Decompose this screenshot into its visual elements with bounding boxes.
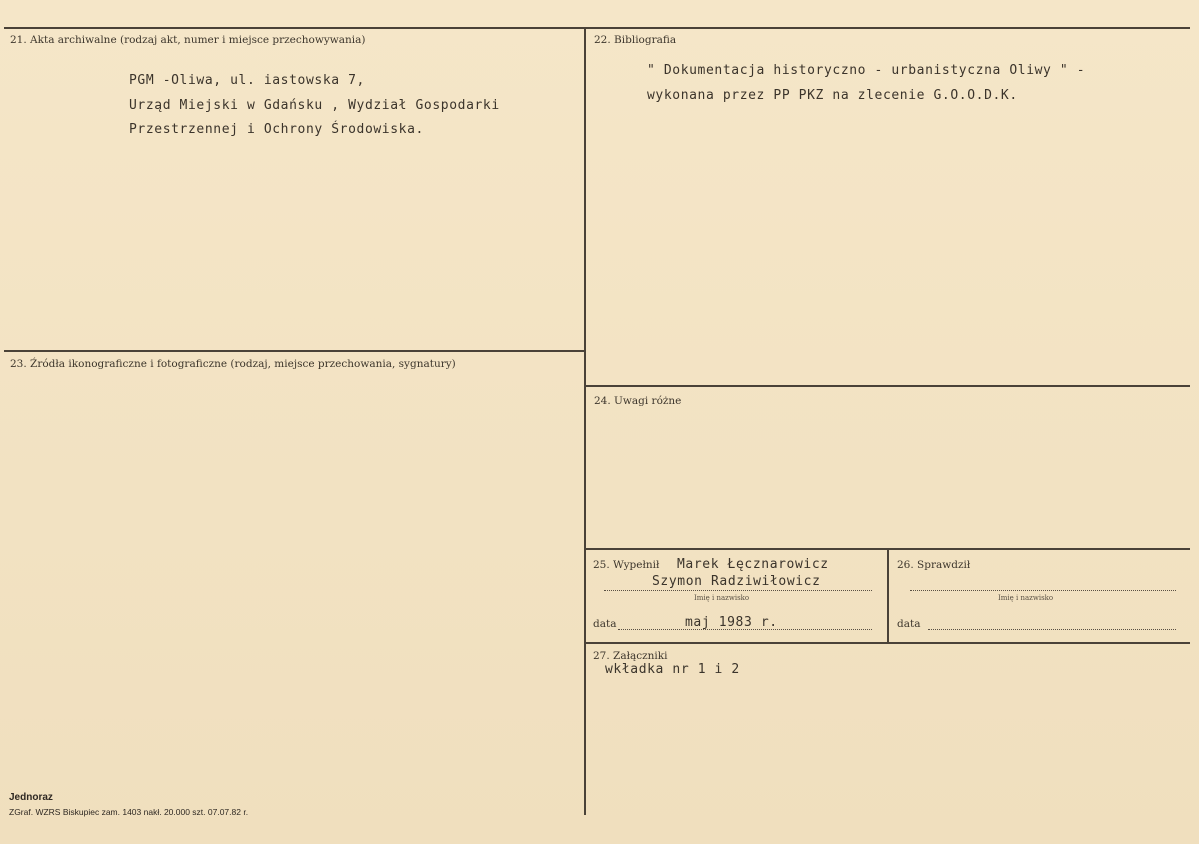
sprawdzil-name-dots xyxy=(910,590,1176,591)
divider-22-24 xyxy=(586,385,1190,387)
akta-line-1: PGM -Oliwa, ul. iastowska 7, xyxy=(129,73,365,88)
akta-label: 21. Akta archiwalne (rodzaj akt, numer i miejsce przechowywania) xyxy=(10,34,366,46)
sprawdzil-name-caption: Imię i nazwisko xyxy=(998,594,1054,602)
zalaczniki-value: wkładka nr 1 i 2 xyxy=(605,662,740,677)
wypelnil-name-caption: Imię i nazwisko xyxy=(694,594,750,602)
sprawdzil-date-label: data xyxy=(897,618,921,630)
uwagi-label: 24. Uwagi różne xyxy=(594,395,682,407)
zrodla-label: 23. Źródła ikonograficzne i fotograficzne (rodzaj, miejsce przechowania, sygnatury) xyxy=(10,358,456,370)
wypelnil-label: 25. Wypełnił xyxy=(593,559,660,571)
bibliografia-line-1: " Dokumentacja historyczno - urbanistyczna Oliwy " - xyxy=(647,63,1086,78)
zalaczniki-label: 27. Załączniki xyxy=(593,650,668,662)
akta-line-3: Przestrzennej i Ochrony Środowiska. xyxy=(129,122,424,137)
footer-title: Jednoraz xyxy=(9,792,53,803)
wypelnil-name-2: Szymon Radziwiłowicz xyxy=(652,574,821,589)
wypelnil-date-label: data xyxy=(593,618,617,630)
bibliografia-line-2: wykonana przez PP PKZ na zlecenie G.O.O.D.K. xyxy=(647,88,1018,103)
wypelnil-name-1: Marek Łęcznarowicz xyxy=(677,557,829,572)
divider-21-23 xyxy=(4,350,584,352)
center-divider xyxy=(584,27,586,815)
wypelnil-name-dots xyxy=(604,590,872,591)
sprawdzil-date-dots xyxy=(928,629,1176,630)
wypelnil-date-value: maj 1983 r. xyxy=(685,615,778,630)
divider-25-26 xyxy=(887,550,889,642)
top-border xyxy=(4,27,1190,29)
bibliografia-label: 22. Bibliografia xyxy=(594,34,677,46)
akta-line-2: Urząd Miejski w Gdańsku , Wydział Gospodarki xyxy=(129,98,500,113)
sprawdzil-label: 26. Sprawdził xyxy=(897,559,971,571)
footer-imprint: ZGraf. WZRS Biskupiec zam. 1403 nakł. 20.000 szt. 07.07.82 r. xyxy=(9,807,249,817)
divider-25-27 xyxy=(586,642,1190,644)
